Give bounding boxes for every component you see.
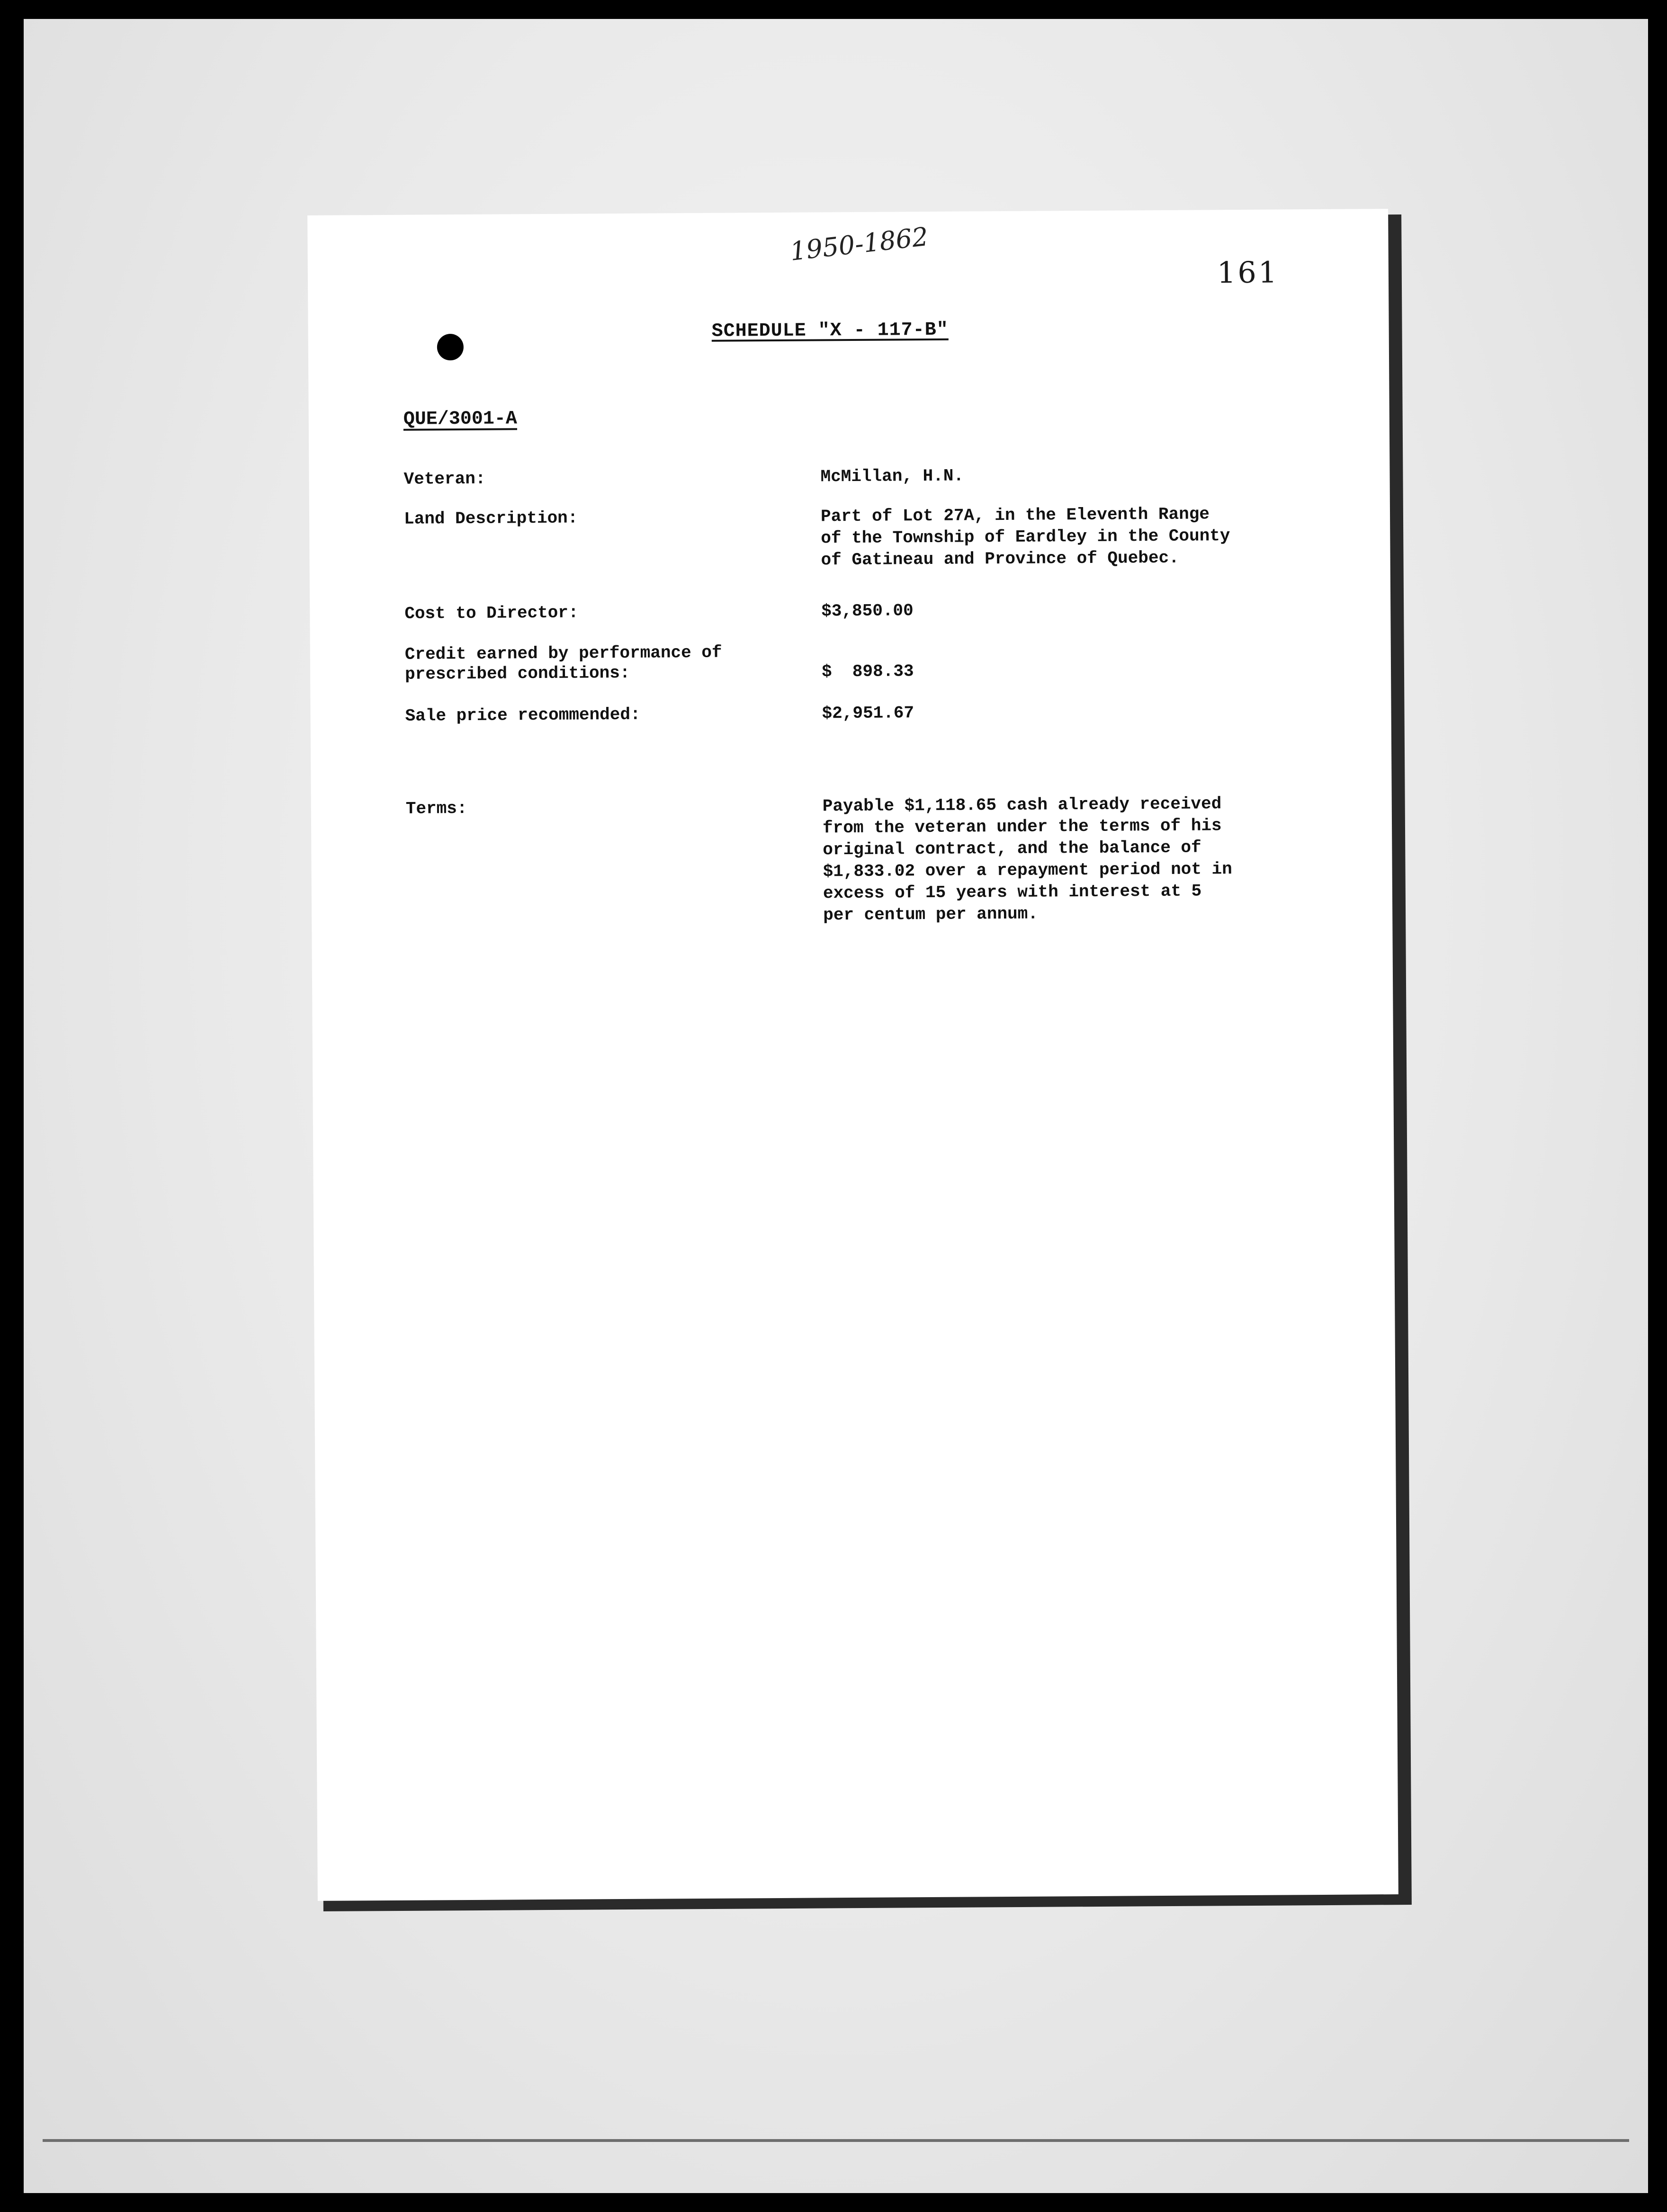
terms-line-3: original contract, and the balance of — [823, 838, 1201, 860]
veteran-label: Veteran: — [403, 469, 486, 489]
handwritten-reference: 1950-1862 — [788, 221, 930, 267]
scanner-edge-rule — [43, 2139, 1629, 2142]
punch-hole — [437, 334, 464, 360]
land-description-line-1: Part of Lot 27A, in the Eleventh Range — [820, 504, 1210, 526]
document-page — [307, 209, 1398, 1901]
terms-line-1: Payable $1,118.65 cash already received — [822, 794, 1222, 816]
credit-earned-label-line-2: prescribed conditions: — [404, 663, 630, 684]
file-reference: QUE/3001-A — [403, 408, 517, 430]
land-description-line-2: of the Township of Eardley in the County — [821, 526, 1230, 548]
terms-label: Terms: — [405, 798, 467, 819]
page-number: 161 — [1217, 255, 1279, 290]
credit-earned-label-line-1: Credit earned by performance of — [404, 642, 722, 664]
credit-earned-value: $ 898.33 — [821, 661, 914, 682]
sale-price-label: Sale price recommended: — [405, 705, 641, 726]
cost-to-director-value: $3,850.00 — [821, 601, 914, 621]
terms-line-2: from the veteran under the terms of his — [822, 816, 1222, 838]
terms-line-5: excess of 15 years with interest at 5 — [823, 881, 1202, 903]
sale-price-value: $2,951.67 — [822, 703, 914, 723]
veteran-value: McMillan, H.N. — [820, 466, 964, 487]
terms-line-6: per centum per annum. — [823, 904, 1039, 925]
land-description-label: Land Description: — [403, 508, 578, 529]
cost-to-director-label: Cost to Director: — [404, 603, 579, 624]
terms-line-4: $1,833.02 over a repayment period not in — [823, 859, 1232, 882]
land-description-line-3: of Gatineau and Province of Quebec. — [821, 548, 1179, 570]
schedule-title: SCHEDULE "X - 117-B" — [711, 319, 949, 342]
